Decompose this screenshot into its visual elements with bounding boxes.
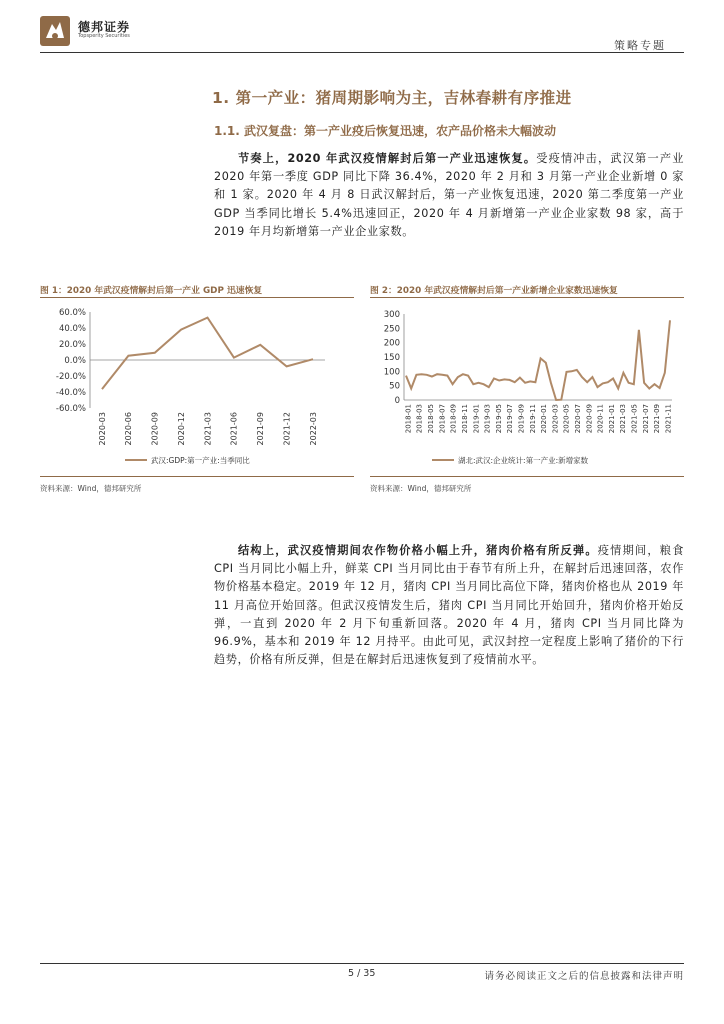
figure-2-title: 图 2：2020 年武汉疫情解封后第一产业新增企业家数迅速恢复 — [370, 286, 618, 296]
x-tick-label: 2020-11 — [596, 404, 605, 434]
company-logo — [40, 16, 70, 46]
figure-1-chart — [40, 300, 354, 474]
y-tick-label: -40.0% — [55, 388, 86, 398]
legend-label: 武汉:GDP:第一产业:当季同比 — [151, 456, 250, 465]
header-divider — [40, 52, 684, 53]
figure-2-chart — [370, 300, 684, 474]
paragraph — [214, 542, 684, 669]
figure-2-bottom-rule — [370, 476, 684, 477]
x-tick-label: 2018-07 — [438, 404, 447, 434]
x-tick-label: 2018-11 — [460, 404, 469, 434]
paragraph — [214, 150, 684, 241]
x-tick-label: 2019-11 — [528, 404, 537, 434]
report-type-label: 策略专题 — [614, 39, 666, 52]
x-tick-label: 2021-09 — [256, 412, 266, 446]
x-tick-label: 2020-03 — [551, 404, 560, 434]
x-tick-label: 2018-05 — [427, 404, 436, 434]
x-tick-label: 2018-01 — [404, 404, 413, 434]
page-number: 5 / 35 — [348, 968, 376, 979]
y-tick-label: 250 — [383, 324, 400, 335]
x-tick-label: 2019-01 — [472, 404, 481, 434]
figure-1-top-rule — [40, 297, 354, 298]
y-tick-label: 200 — [383, 338, 400, 349]
x-tick-label: 2020-12 — [176, 412, 186, 446]
y-tick-label: 40.0% — [58, 324, 86, 334]
y-tick-label: 150 — [383, 353, 400, 363]
y-tick-label: 0 — [394, 396, 400, 406]
y-tick-label: 20.0% — [58, 340, 86, 350]
y-tick-label: -20.0% — [55, 372, 86, 382]
x-tick-label: 2021-06 — [229, 412, 239, 446]
x-tick-label: 2021-07 — [641, 404, 650, 434]
y-tick-label: 0.0% — [64, 356, 86, 366]
x-tick-label: 2021-03 — [619, 404, 628, 434]
x-tick-label: 2021-05 — [630, 404, 639, 434]
x-tick-label: 2020-01 — [540, 404, 549, 434]
subsection-title: 1.1. 武汉复盘：第一产业疫后恢复迅速，农产品价格未大幅波动 — [214, 124, 556, 138]
y-tick-label: -60.0% — [55, 404, 86, 414]
figure-2-source: 资料来源：Wind，德邦研究所 — [370, 484, 472, 493]
x-tick-label: 2021-01 — [607, 404, 616, 434]
x-tick-label: 2020-09 — [585, 404, 594, 434]
x-tick-label: 2022-03 — [308, 412, 318, 446]
paragraph-lead: 节奏上，2020 年武汉疫情解封后第一产业迅速恢复。 — [238, 152, 537, 165]
paragraph-body: 受疫情冲击，武汉第一产业 2020 年第一季度 GDP 同比下降 36.4%，2020 年 2 月和 3 月第一产业企业新增 0 家和 1 家。2020 年 4 月 8 日武汉解封后，第一产业恢复迅速，2020 第二季度第一产业 GDP 当季同比增长 5.4%迅速回正，2020 年 4 月新增第一产业企业家数 98 家，高于 2019 年月均新增第一产业企业家数。 — [214, 152, 684, 238]
company-name-en: Topsperity Securities — [78, 33, 130, 39]
company-name: 德邦证券 — [78, 20, 131, 34]
figure-1-source: 资料来源：Wind，德邦研究所 — [40, 484, 142, 493]
x-tick-label: 2019-05 — [494, 404, 503, 434]
y-tick-label: 60.0% — [58, 308, 86, 318]
x-tick-label: 2019-09 — [517, 404, 526, 434]
legend-label: 湖北:武汉:企业统计:第一产业:新增家数 — [458, 456, 589, 465]
x-tick-label: 2018-09 — [449, 404, 458, 434]
x-tick-label: 2021-12 — [282, 412, 292, 446]
y-tick-label: 50 — [389, 381, 400, 392]
x-tick-label: 2020-03 — [97, 412, 107, 446]
series-line — [102, 318, 313, 390]
y-tick-label: 300 — [383, 310, 400, 320]
figure-2-top-rule — [370, 297, 684, 298]
x-tick-label: 2020-07 — [574, 404, 583, 434]
section-title: 1. 第一产业：猪周期影响为主，吉林春耕有序推进 — [212, 89, 572, 107]
series-line — [406, 320, 670, 400]
x-tick-label: 2021-09 — [653, 404, 662, 434]
x-tick-label: 2020-09 — [150, 412, 160, 446]
footer-divider — [40, 963, 684, 964]
paragraph-lead: 结构上，武汉疫情期间农作物价格小幅上升，猪肉价格有所反弹。 — [238, 544, 598, 557]
legal-disclaimer: 请务必阅读正文之后的信息披露和法律声明 — [484, 971, 684, 982]
x-tick-label: 2019-07 — [506, 404, 515, 434]
paragraph-body: 疫情期间，粮食 CPI 当月同比小幅上升，鲜菜 CPI 当月同比由于春节有所上升，在解封后迅速回落，农作物价格基本稳定。2019 年 12 月，猪肉 CPI 当月同比高位下降，猪肉价格也从 2019 年 11 月高位开始回落。但武汉疫情发生后，猪肉 CPI 当月同比开始回升，猪肉价格开始反弹，一直到 2020 年 2 月下旬重新回落。2020 年 4 月，猪肉 CPI 当月同比降为 96.9%，基本和 2019 年 12 月持平。由此可见，武汉封控一定程度上影响了猪价的下行趋势，价格有所反弹，但是在解封后迅速恢复到了疫情前水平。 — [214, 544, 685, 667]
x-tick-label: 2020-06 — [124, 412, 134, 446]
x-tick-label: 2020-05 — [562, 404, 571, 434]
x-tick-label: 2019-03 — [483, 404, 492, 434]
y-tick-label: 100 — [383, 367, 400, 378]
x-tick-label: 2021-11 — [664, 404, 673, 434]
figure-1-bottom-rule — [40, 476, 354, 477]
x-tick-label: 2018-03 — [415, 404, 424, 434]
figure-1-title: 图 1：2020 年武汉疫情解封后第一产业 GDP 迅速恢复 — [40, 286, 263, 296]
x-tick-label: 2021-03 — [203, 412, 213, 446]
